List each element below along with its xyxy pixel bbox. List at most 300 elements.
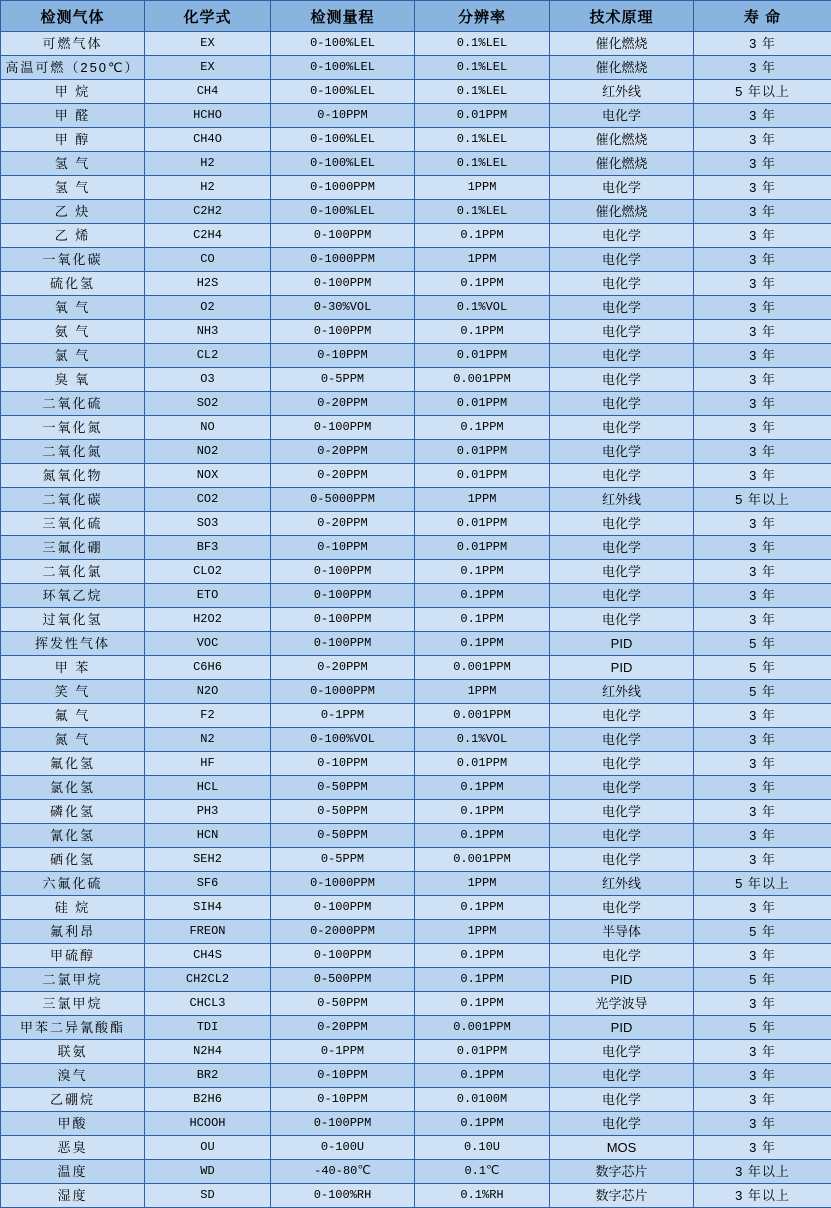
table-row bbox=[1, 1088, 831, 1112]
cell-detection-range: 0-100PPM bbox=[271, 944, 415, 968]
cell-gas-name: 溴气 bbox=[1, 1064, 145, 1088]
cell-chemical-formula: FREON bbox=[145, 920, 271, 944]
cell-resolution: 0.01PPM bbox=[415, 752, 550, 776]
cell-resolution: 0.001PPM bbox=[415, 1016, 550, 1040]
cell-gas-name: 可燃气体 bbox=[1, 32, 145, 56]
cell-gas-name: 恶臭 bbox=[1, 1136, 145, 1160]
cell-chemical-formula: C6H6 bbox=[145, 656, 271, 680]
cell-lifespan: 3 年 bbox=[694, 200, 831, 224]
header-lifespan: 寿 命 bbox=[694, 1, 831, 32]
cell-technology: MOS bbox=[550, 1136, 694, 1160]
cell-technology: 红外线 bbox=[550, 80, 694, 104]
table-row bbox=[1, 1064, 831, 1088]
cell-lifespan: 3 年 bbox=[694, 176, 831, 200]
cell-gas-name: 氨 气 bbox=[1, 320, 145, 344]
cell-chemical-formula: H2 bbox=[145, 176, 271, 200]
cell-resolution: 0.1PPM bbox=[415, 800, 550, 824]
cell-chemical-formula: OU bbox=[145, 1136, 271, 1160]
cell-lifespan: 3 年 bbox=[694, 224, 831, 248]
table-row bbox=[1, 776, 831, 800]
cell-chemical-formula: NOX bbox=[145, 464, 271, 488]
table-row bbox=[1, 104, 831, 128]
cell-detection-range: 0-100%RH bbox=[271, 1184, 415, 1208]
table-row bbox=[1, 224, 831, 248]
cell-chemical-formula: NO2 bbox=[145, 440, 271, 464]
cell-gas-name: 湿度 bbox=[1, 1184, 145, 1208]
table-row bbox=[1, 56, 831, 80]
cell-lifespan: 3 年 bbox=[694, 1088, 831, 1112]
cell-chemical-formula: SO3 bbox=[145, 512, 271, 536]
table-row bbox=[1, 1040, 831, 1064]
cell-resolution: 0.1PPM bbox=[415, 608, 550, 632]
cell-gas-name: 乙硼烷 bbox=[1, 1088, 145, 1112]
cell-resolution: 1PPM bbox=[415, 488, 550, 512]
table-row bbox=[1, 752, 831, 776]
cell-technology: 电化学 bbox=[550, 776, 694, 800]
table-row bbox=[1, 656, 831, 680]
cell-chemical-formula: HCHO bbox=[145, 104, 271, 128]
cell-technology: 光学波导 bbox=[550, 992, 694, 1016]
cell-chemical-formula: H2O2 bbox=[145, 608, 271, 632]
cell-technology: 电化学 bbox=[550, 296, 694, 320]
cell-technology: 电化学 bbox=[550, 704, 694, 728]
cell-resolution: 0.1PPM bbox=[415, 944, 550, 968]
cell-chemical-formula: HF bbox=[145, 752, 271, 776]
cell-technology: 电化学 bbox=[550, 224, 694, 248]
cell-gas-name: 氮氧化物 bbox=[1, 464, 145, 488]
cell-resolution: 1PPM bbox=[415, 248, 550, 272]
table-row bbox=[1, 896, 831, 920]
cell-detection-range: 0-2000PPM bbox=[271, 920, 415, 944]
cell-lifespan: 3 年 bbox=[694, 272, 831, 296]
table-row bbox=[1, 32, 831, 56]
table-row bbox=[1, 296, 831, 320]
cell-detection-range: 0-1000PPM bbox=[271, 680, 415, 704]
cell-resolution: 0.1%LEL bbox=[415, 128, 550, 152]
cell-lifespan: 3 年 bbox=[694, 896, 831, 920]
cell-resolution: 0.01PPM bbox=[415, 512, 550, 536]
cell-lifespan: 3 年 bbox=[694, 848, 831, 872]
cell-chemical-formula: CL2 bbox=[145, 344, 271, 368]
cell-lifespan: 3 年 bbox=[694, 416, 831, 440]
cell-gas-name: 高温可燃（250℃） bbox=[1, 56, 145, 80]
table-row bbox=[1, 872, 831, 896]
cell-technology: 电化学 bbox=[550, 1064, 694, 1088]
cell-lifespan: 3 年 bbox=[694, 608, 831, 632]
cell-resolution: 0.1PPM bbox=[415, 1064, 550, 1088]
cell-detection-range: 0-100%LEL bbox=[271, 128, 415, 152]
table-row bbox=[1, 704, 831, 728]
cell-lifespan: 3 年 bbox=[694, 440, 831, 464]
cell-lifespan: 3 年 bbox=[694, 992, 831, 1016]
table-row bbox=[1, 392, 831, 416]
cell-gas-name: 笑 气 bbox=[1, 680, 145, 704]
cell-chemical-formula: PH3 bbox=[145, 800, 271, 824]
cell-detection-range: 0-50PPM bbox=[271, 800, 415, 824]
cell-lifespan: 3 年 bbox=[694, 368, 831, 392]
cell-lifespan: 3 年 bbox=[694, 512, 831, 536]
cell-resolution: 0.1PPM bbox=[415, 272, 550, 296]
cell-resolution: 0.01PPM bbox=[415, 464, 550, 488]
cell-gas-name: 联氨 bbox=[1, 1040, 145, 1064]
cell-lifespan: 5 年以上 bbox=[694, 80, 831, 104]
table-row bbox=[1, 368, 831, 392]
cell-detection-range: 0-10PPM bbox=[271, 344, 415, 368]
cell-resolution: 0.1%LEL bbox=[415, 80, 550, 104]
table-row bbox=[1, 80, 831, 104]
cell-gas-name: 甲 醛 bbox=[1, 104, 145, 128]
cell-chemical-formula: HCN bbox=[145, 824, 271, 848]
cell-lifespan: 3 年 bbox=[694, 320, 831, 344]
cell-technology: 红外线 bbox=[550, 488, 694, 512]
cell-lifespan: 3 年 bbox=[694, 56, 831, 80]
cell-chemical-formula: CH4S bbox=[145, 944, 271, 968]
cell-resolution: 0.1PPM bbox=[415, 896, 550, 920]
cell-technology: 电化学 bbox=[550, 800, 694, 824]
cell-resolution: 0.001PPM bbox=[415, 704, 550, 728]
cell-detection-range: 0-5PPM bbox=[271, 368, 415, 392]
cell-technology: 催化燃烧 bbox=[550, 56, 694, 80]
cell-technology: 电化学 bbox=[550, 824, 694, 848]
cell-resolution: 0.10U bbox=[415, 1136, 550, 1160]
cell-resolution: 1PPM bbox=[415, 872, 550, 896]
cell-gas-name: 六氟化硫 bbox=[1, 872, 145, 896]
cell-chemical-formula: CO2 bbox=[145, 488, 271, 512]
cell-lifespan: 3 年 bbox=[694, 800, 831, 824]
table-row bbox=[1, 152, 831, 176]
cell-resolution: 0.001PPM bbox=[415, 368, 550, 392]
cell-gas-name: 甲酸 bbox=[1, 1112, 145, 1136]
cell-chemical-formula: F2 bbox=[145, 704, 271, 728]
cell-technology: 电化学 bbox=[550, 1040, 694, 1064]
cell-resolution: 0.1%VOL bbox=[415, 296, 550, 320]
cell-detection-range: 0-5PPM bbox=[271, 848, 415, 872]
cell-detection-range: 0-100%LEL bbox=[271, 32, 415, 56]
cell-chemical-formula: SD bbox=[145, 1184, 271, 1208]
table-row bbox=[1, 416, 831, 440]
cell-chemical-formula: C2H2 bbox=[145, 200, 271, 224]
table-row bbox=[1, 680, 831, 704]
cell-chemical-formula: SF6 bbox=[145, 872, 271, 896]
cell-technology: 电化学 bbox=[550, 464, 694, 488]
table-row bbox=[1, 1112, 831, 1136]
cell-gas-name: 乙 炔 bbox=[1, 200, 145, 224]
table-row bbox=[1, 128, 831, 152]
cell-detection-range: 0-100PPM bbox=[271, 584, 415, 608]
cell-resolution: 0.1PPM bbox=[415, 320, 550, 344]
cell-technology: 电化学 bbox=[550, 1088, 694, 1112]
cell-detection-range: 0-100PPM bbox=[271, 224, 415, 248]
cell-technology: 数字芯片 bbox=[550, 1160, 694, 1184]
table-row bbox=[1, 824, 831, 848]
cell-technology: PID bbox=[550, 968, 694, 992]
cell-chemical-formula: BF3 bbox=[145, 536, 271, 560]
table-row bbox=[1, 992, 831, 1016]
cell-gas-name: 氢 气 bbox=[1, 152, 145, 176]
header-row bbox=[1, 1, 831, 32]
cell-detection-range: 0-1PPM bbox=[271, 704, 415, 728]
cell-chemical-formula: SO2 bbox=[145, 392, 271, 416]
cell-chemical-formula: SIH4 bbox=[145, 896, 271, 920]
header-resolution: 分辨率 bbox=[415, 1, 550, 32]
cell-lifespan: 3 年 bbox=[694, 560, 831, 584]
table-body bbox=[1, 32, 831, 1208]
cell-resolution: 0.01PPM bbox=[415, 440, 550, 464]
table-row bbox=[1, 728, 831, 752]
cell-detection-range: 0-10PPM bbox=[271, 1064, 415, 1088]
cell-resolution: 0.1PPM bbox=[415, 416, 550, 440]
cell-detection-range: 0-1PPM bbox=[271, 1040, 415, 1064]
header-gas-name: 检测气体 bbox=[1, 1, 145, 32]
cell-gas-name: 硅 烷 bbox=[1, 896, 145, 920]
cell-resolution: 0.1PPM bbox=[415, 968, 550, 992]
cell-detection-range: 0-10PPM bbox=[271, 536, 415, 560]
cell-gas-name: 二氧化氮 bbox=[1, 440, 145, 464]
table-row bbox=[1, 200, 831, 224]
cell-detection-range: 0-100%LEL bbox=[271, 80, 415, 104]
cell-gas-name: 一氧化氮 bbox=[1, 416, 145, 440]
cell-lifespan: 3 年 bbox=[694, 752, 831, 776]
cell-lifespan: 5 年 bbox=[694, 1016, 831, 1040]
cell-chemical-formula: B2H6 bbox=[145, 1088, 271, 1112]
cell-resolution: 0.1PPM bbox=[415, 992, 550, 1016]
cell-resolution: 0.01PPM bbox=[415, 392, 550, 416]
cell-detection-range: 0-100PPM bbox=[271, 320, 415, 344]
cell-lifespan: 5 年 bbox=[694, 632, 831, 656]
cell-chemical-formula: N2H4 bbox=[145, 1040, 271, 1064]
cell-detection-range: 0-30%VOL bbox=[271, 296, 415, 320]
cell-chemical-formula: ETO bbox=[145, 584, 271, 608]
cell-resolution: 0.001PPM bbox=[415, 656, 550, 680]
cell-detection-range: 0-50PPM bbox=[271, 824, 415, 848]
table-row bbox=[1, 608, 831, 632]
cell-chemical-formula: H2 bbox=[145, 152, 271, 176]
cell-lifespan: 3 年 bbox=[694, 1112, 831, 1136]
cell-resolution: 0.1%LEL bbox=[415, 32, 550, 56]
cell-resolution: 0.01PPM bbox=[415, 1040, 550, 1064]
cell-chemical-formula: O3 bbox=[145, 368, 271, 392]
cell-detection-range: 0-100PPM bbox=[271, 632, 415, 656]
cell-lifespan: 5 年以上 bbox=[694, 872, 831, 896]
cell-detection-range: 0-500PPM bbox=[271, 968, 415, 992]
cell-chemical-formula: BR2 bbox=[145, 1064, 271, 1088]
cell-technology: 电化学 bbox=[550, 944, 694, 968]
cell-chemical-formula: CH2CL2 bbox=[145, 968, 271, 992]
cell-detection-range: 0-100%VOL bbox=[271, 728, 415, 752]
cell-detection-range: 0-5000PPM bbox=[271, 488, 415, 512]
cell-technology: 电化学 bbox=[550, 584, 694, 608]
cell-gas-name: 氧 气 bbox=[1, 296, 145, 320]
cell-lifespan: 3 年 bbox=[694, 104, 831, 128]
cell-chemical-formula: WD bbox=[145, 1160, 271, 1184]
cell-resolution: 0.1%LEL bbox=[415, 56, 550, 80]
cell-gas-name: 臭 氧 bbox=[1, 368, 145, 392]
cell-detection-range: 0-100PPM bbox=[271, 1112, 415, 1136]
cell-gas-name: 硒化氢 bbox=[1, 848, 145, 872]
cell-technology: 半导体 bbox=[550, 920, 694, 944]
table-row bbox=[1, 968, 831, 992]
cell-lifespan: 3 年 bbox=[694, 1136, 831, 1160]
cell-gas-name: 氮 气 bbox=[1, 728, 145, 752]
cell-detection-range: 0-100PPM bbox=[271, 896, 415, 920]
cell-lifespan: 3 年 bbox=[694, 824, 831, 848]
cell-gas-name: 环氧乙烷 bbox=[1, 584, 145, 608]
cell-resolution: 1PPM bbox=[415, 680, 550, 704]
cell-gas-name: 温度 bbox=[1, 1160, 145, 1184]
cell-resolution: 0.1PPM bbox=[415, 224, 550, 248]
cell-technology: 电化学 bbox=[550, 392, 694, 416]
cell-lifespan: 3 年 bbox=[694, 344, 831, 368]
cell-detection-range: 0-20PPM bbox=[271, 1016, 415, 1040]
cell-technology: 电化学 bbox=[550, 416, 694, 440]
cell-resolution: 0.1%LEL bbox=[415, 200, 550, 224]
cell-gas-name: 二氯甲烷 bbox=[1, 968, 145, 992]
cell-lifespan: 5 年 bbox=[694, 680, 831, 704]
cell-detection-range: 0-20PPM bbox=[271, 392, 415, 416]
table-row bbox=[1, 248, 831, 272]
cell-lifespan: 5 年以上 bbox=[694, 488, 831, 512]
cell-lifespan: 3 年以上 bbox=[694, 1184, 831, 1208]
cell-technology: 红外线 bbox=[550, 872, 694, 896]
cell-chemical-formula: HCOOH bbox=[145, 1112, 271, 1136]
cell-chemical-formula: SEH2 bbox=[145, 848, 271, 872]
cell-chemical-formula: CLO2 bbox=[145, 560, 271, 584]
cell-detection-range: 0-20PPM bbox=[271, 656, 415, 680]
cell-gas-name: 甲 苯 bbox=[1, 656, 145, 680]
cell-gas-name: 氯化氢 bbox=[1, 776, 145, 800]
header-chemical-formula: 化学式 bbox=[145, 1, 271, 32]
cell-lifespan: 3 年 bbox=[694, 1040, 831, 1064]
cell-chemical-formula: CH4 bbox=[145, 80, 271, 104]
cell-technology: 电化学 bbox=[550, 848, 694, 872]
cell-technology: 电化学 bbox=[550, 560, 694, 584]
table-row bbox=[1, 1016, 831, 1040]
cell-gas-name: 氰化氢 bbox=[1, 824, 145, 848]
cell-lifespan: 3 年 bbox=[694, 944, 831, 968]
cell-resolution: 0.0100M bbox=[415, 1088, 550, 1112]
cell-technology: 电化学 bbox=[550, 608, 694, 632]
table-row bbox=[1, 560, 831, 584]
cell-resolution: 1PPM bbox=[415, 920, 550, 944]
table-row bbox=[1, 488, 831, 512]
table-row bbox=[1, 1160, 831, 1184]
cell-gas-name: 磷化氢 bbox=[1, 800, 145, 824]
cell-resolution: 0.1PPM bbox=[415, 824, 550, 848]
cell-lifespan: 3 年 bbox=[694, 248, 831, 272]
cell-technology: 催化燃烧 bbox=[550, 32, 694, 56]
cell-technology: 电化学 bbox=[550, 344, 694, 368]
cell-resolution: 0.1%VOL bbox=[415, 728, 550, 752]
table-row bbox=[1, 1136, 831, 1160]
cell-technology: 电化学 bbox=[550, 320, 694, 344]
cell-detection-range: 0-20PPM bbox=[271, 464, 415, 488]
cell-gas-name: 二氧化硫 bbox=[1, 392, 145, 416]
cell-lifespan: 3 年 bbox=[694, 32, 831, 56]
cell-chemical-formula: CH4O bbox=[145, 128, 271, 152]
cell-resolution: 0.01PPM bbox=[415, 104, 550, 128]
table-header bbox=[1, 1, 831, 32]
cell-chemical-formula: HCL bbox=[145, 776, 271, 800]
cell-chemical-formula: NH3 bbox=[145, 320, 271, 344]
cell-technology: 电化学 bbox=[550, 536, 694, 560]
cell-resolution: 0.01PPM bbox=[415, 536, 550, 560]
cell-lifespan: 3 年 bbox=[694, 704, 831, 728]
cell-resolution: 0.01PPM bbox=[415, 344, 550, 368]
cell-detection-range: 0-50PPM bbox=[271, 992, 415, 1016]
table-row bbox=[1, 272, 831, 296]
cell-chemical-formula: VOC bbox=[145, 632, 271, 656]
cell-resolution: 0.1%RH bbox=[415, 1184, 550, 1208]
cell-resolution: 0.1℃ bbox=[415, 1160, 550, 1184]
cell-chemical-formula: CO bbox=[145, 248, 271, 272]
cell-gas-name: 挥发性气体 bbox=[1, 632, 145, 656]
cell-lifespan: 3 年 bbox=[694, 776, 831, 800]
cell-chemical-formula: N2 bbox=[145, 728, 271, 752]
cell-resolution: 0.1PPM bbox=[415, 1112, 550, 1136]
cell-technology: 电化学 bbox=[550, 440, 694, 464]
cell-gas-name: 乙 烯 bbox=[1, 224, 145, 248]
cell-lifespan: 3 年 bbox=[694, 128, 831, 152]
cell-gas-name: 三氯甲烷 bbox=[1, 992, 145, 1016]
cell-technology: PID bbox=[550, 632, 694, 656]
table-row bbox=[1, 512, 831, 536]
cell-resolution: 1PPM bbox=[415, 176, 550, 200]
cell-detection-range: 0-20PPM bbox=[271, 440, 415, 464]
table-row bbox=[1, 944, 831, 968]
cell-resolution: 0.1PPM bbox=[415, 776, 550, 800]
table-row bbox=[1, 632, 831, 656]
cell-gas-name: 三氟化硼 bbox=[1, 536, 145, 560]
cell-technology: 电化学 bbox=[550, 248, 694, 272]
cell-chemical-formula: N2O bbox=[145, 680, 271, 704]
cell-technology: 电化学 bbox=[550, 752, 694, 776]
cell-detection-range: 0-100PPM bbox=[271, 416, 415, 440]
table-row bbox=[1, 848, 831, 872]
cell-technology: 电化学 bbox=[550, 104, 694, 128]
table-row bbox=[1, 800, 831, 824]
cell-lifespan: 5 年 bbox=[694, 920, 831, 944]
table-row bbox=[1, 1184, 831, 1208]
cell-detection-range: 0-100PPM bbox=[271, 560, 415, 584]
cell-gas-name: 三氧化硫 bbox=[1, 512, 145, 536]
cell-chemical-formula: C2H4 bbox=[145, 224, 271, 248]
cell-detection-range: 0-10PPM bbox=[271, 1088, 415, 1112]
cell-lifespan: 5 年 bbox=[694, 656, 831, 680]
cell-detection-range: 0-1000PPM bbox=[271, 248, 415, 272]
cell-technology: PID bbox=[550, 656, 694, 680]
cell-technology: 电化学 bbox=[550, 512, 694, 536]
cell-lifespan: 3 年 bbox=[694, 584, 831, 608]
cell-gas-name: 甲 醇 bbox=[1, 128, 145, 152]
cell-lifespan: 5 年 bbox=[694, 968, 831, 992]
table-row bbox=[1, 176, 831, 200]
cell-resolution: 0.1PPM bbox=[415, 584, 550, 608]
cell-technology: 电化学 bbox=[550, 896, 694, 920]
cell-detection-range: 0-100%LEL bbox=[271, 200, 415, 224]
table-row bbox=[1, 536, 831, 560]
cell-gas-name: 氟 气 bbox=[1, 704, 145, 728]
cell-gas-name: 氢 气 bbox=[1, 176, 145, 200]
cell-gas-name: 氟化氢 bbox=[1, 752, 145, 776]
cell-lifespan: 3 年 bbox=[694, 1064, 831, 1088]
cell-chemical-formula: O2 bbox=[145, 296, 271, 320]
cell-detection-range: -40-80℃ bbox=[271, 1160, 415, 1184]
cell-technology: 电化学 bbox=[550, 272, 694, 296]
cell-gas-name: 过氧化氢 bbox=[1, 608, 145, 632]
cell-detection-range: 0-50PPM bbox=[271, 776, 415, 800]
cell-lifespan: 3 年 bbox=[694, 392, 831, 416]
cell-lifespan: 3 年 bbox=[694, 152, 831, 176]
